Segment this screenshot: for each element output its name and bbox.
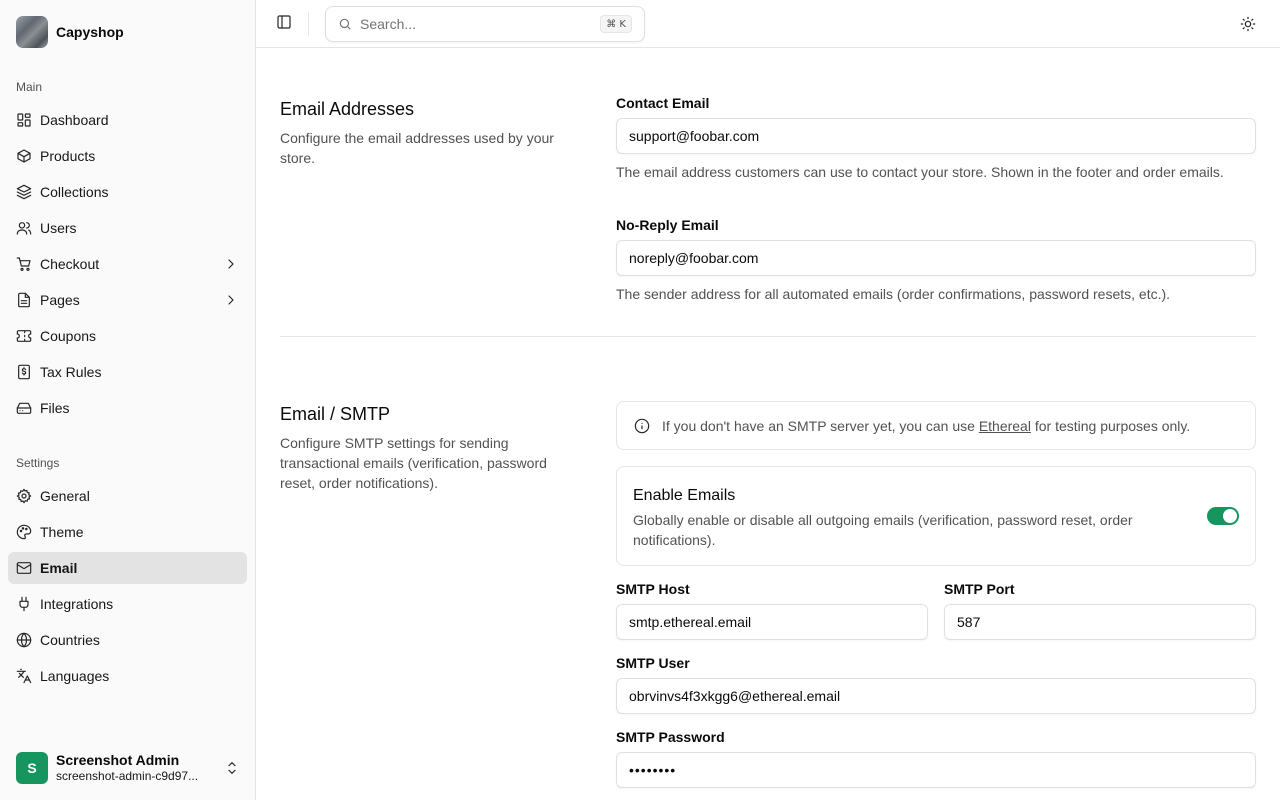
sidebar-item-integrations[interactable]: [8, 588, 247, 620]
globe-icon: [16, 632, 32, 648]
smtp-host-label: SMTP Host: [616, 581, 690, 597]
sidebar-item-countries[interactable]: [8, 624, 247, 656]
info-alert: [616, 401, 1256, 450]
search-box[interactable]: [325, 6, 645, 42]
sidebar-item-label: Integrations: [40, 596, 114, 612]
sidebar-item-coupons[interactable]: [8, 320, 247, 352]
sidebar-item-label: Collections: [40, 184, 109, 200]
sidebar-item-label: Email: [40, 560, 78, 576]
panel-left-icon: [276, 14, 292, 30]
sidebar-item-files[interactable]: [8, 392, 247, 424]
chevron-right-icon: [223, 256, 239, 272]
search-input[interactable]: [360, 16, 590, 32]
toggle-knob: [1223, 509, 1237, 523]
theme-toggle-button[interactable]: [1240, 16, 1256, 32]
sidebar-item-label: General: [40, 488, 90, 504]
chevron-right-icon: [223, 292, 239, 308]
info-icon: [634, 418, 650, 434]
topbar: [256, 0, 1280, 48]
sidebar-item-pages[interactable]: [8, 284, 247, 316]
noreply-email-field[interactable]: [616, 240, 1256, 276]
languages-icon: [16, 668, 32, 684]
mail-icon: [16, 560, 32, 576]
sidebar-item-label: Checkout: [40, 256, 100, 272]
alert-text: If you don't have an SMTP server yet, you can use: [662, 417, 979, 434]
search-shortcut: ⌘ K: [600, 15, 632, 33]
smtp-user-label: SMTP User: [616, 655, 690, 671]
sidebar-item-collections[interactable]: [8, 176, 247, 208]
ethereal-link[interactable]: Ethereal: [978, 417, 1031, 434]
chevrons-up-down-icon: [224, 760, 240, 781]
user-menu[interactable]: [16, 752, 240, 784]
package-icon: [16, 148, 32, 164]
smtp-user-field[interactable]: [616, 678, 1256, 714]
smtp-port-field[interactable]: [944, 604, 1256, 640]
sidebar-item-general[interactable]: [8, 480, 247, 512]
sidebar-item-users[interactable]: [8, 212, 247, 244]
sidebar-item-dashboard[interactable]: [8, 104, 247, 136]
enable-emails-toggle[interactable]: [1207, 507, 1239, 525]
users-icon: [16, 220, 32, 236]
file-icon: [16, 292, 32, 308]
sun-icon: [1240, 16, 1256, 32]
sidebar-item-label: Pages: [40, 292, 80, 308]
sidebar-item-checkout[interactable]: [8, 248, 247, 280]
sidebar-item-label: Languages: [40, 668, 110, 684]
dashboard-icon: [16, 112, 32, 128]
sidebar-item-label: Tax Rules: [40, 364, 102, 380]
sidebar-item-label: Users: [40, 220, 77, 236]
noreply-email-help: The sender address for all automated emails (order confirmations, password resets, etc.).: [616, 286, 1171, 302]
divider: [308, 12, 309, 36]
cart-icon: [16, 256, 32, 272]
sidebar-item-label: Coupons: [40, 328, 97, 344]
sidebar-item-languages[interactable]: [8, 660, 247, 692]
noreply-email-label: No-Reply Email: [616, 217, 719, 233]
sidebar-item-label: Countries: [40, 632, 100, 648]
smtp-password-field[interactable]: [616, 752, 1256, 788]
section-description: Configure SMTP settings for sending transactional emails (verification, password reset, order notifications).: [280, 435, 547, 491]
brand[interactable]: [16, 16, 124, 48]
smtp-password-label: SMTP Password: [616, 729, 725, 745]
sidebar-item-theme[interactable]: [8, 516, 247, 548]
sidebar-item-label: Theme: [40, 524, 84, 540]
gear-icon: [16, 488, 32, 504]
group-label-main: Main: [16, 80, 43, 94]
user-name: Screenshot Admin: [56, 752, 180, 768]
contact-email-label: Contact Email: [616, 95, 710, 111]
search-icon: [338, 17, 352, 31]
sidebar-item-email[interactable]: [8, 552, 247, 584]
store-name: Capyshop: [56, 24, 124, 40]
palette-icon: [16, 524, 32, 540]
ticket-icon: [16, 328, 32, 344]
sidebar: [0, 0, 256, 800]
enable-emails-card: [616, 466, 1256, 566]
sidebar-item-products[interactable]: [8, 140, 247, 172]
alert-text-end: for testing purposes only.: [1030, 417, 1191, 434]
store-logo: [16, 16, 48, 48]
sidebar-toggle-button[interactable]: [276, 14, 296, 34]
sidebar-item-label: Products: [40, 148, 96, 164]
contact-email-field[interactable]: [616, 118, 1256, 154]
contact-email-help: The email address customers can use to contact your store. Shown in the footer and order emails.: [616, 164, 1224, 180]
sidebar-item-label: Dashboard: [40, 112, 109, 128]
plug-icon: [16, 596, 32, 612]
sidebar-item-tax-rules[interactable]: [8, 356, 247, 388]
enable-emails-description: Globally enable or disable all outgoing emails (verification, password reset, order notifications).: [633, 512, 1133, 548]
section-title-email-addresses: Email Addresses: [280, 99, 415, 119]
section-description: Configure the email addresses used by your store.: [280, 130, 554, 166]
enable-emails-title: Enable Emails: [633, 487, 736, 504]
sidebar-item-label: Files: [40, 400, 70, 416]
group-label-settings: Settings: [16, 456, 60, 470]
layers-icon: [16, 184, 32, 200]
drive-icon: [16, 400, 32, 416]
smtp-host-field[interactable]: [616, 604, 928, 640]
section-title-smtp: Email / SMTP: [280, 404, 391, 424]
section-divider: [280, 336, 1256, 337]
smtp-port-label: SMTP Port: [944, 581, 1015, 597]
user-email: screenshot-admin-c9d97...: [56, 769, 199, 783]
avatar: S: [16, 752, 48, 784]
receipt-icon: [16, 364, 32, 380]
